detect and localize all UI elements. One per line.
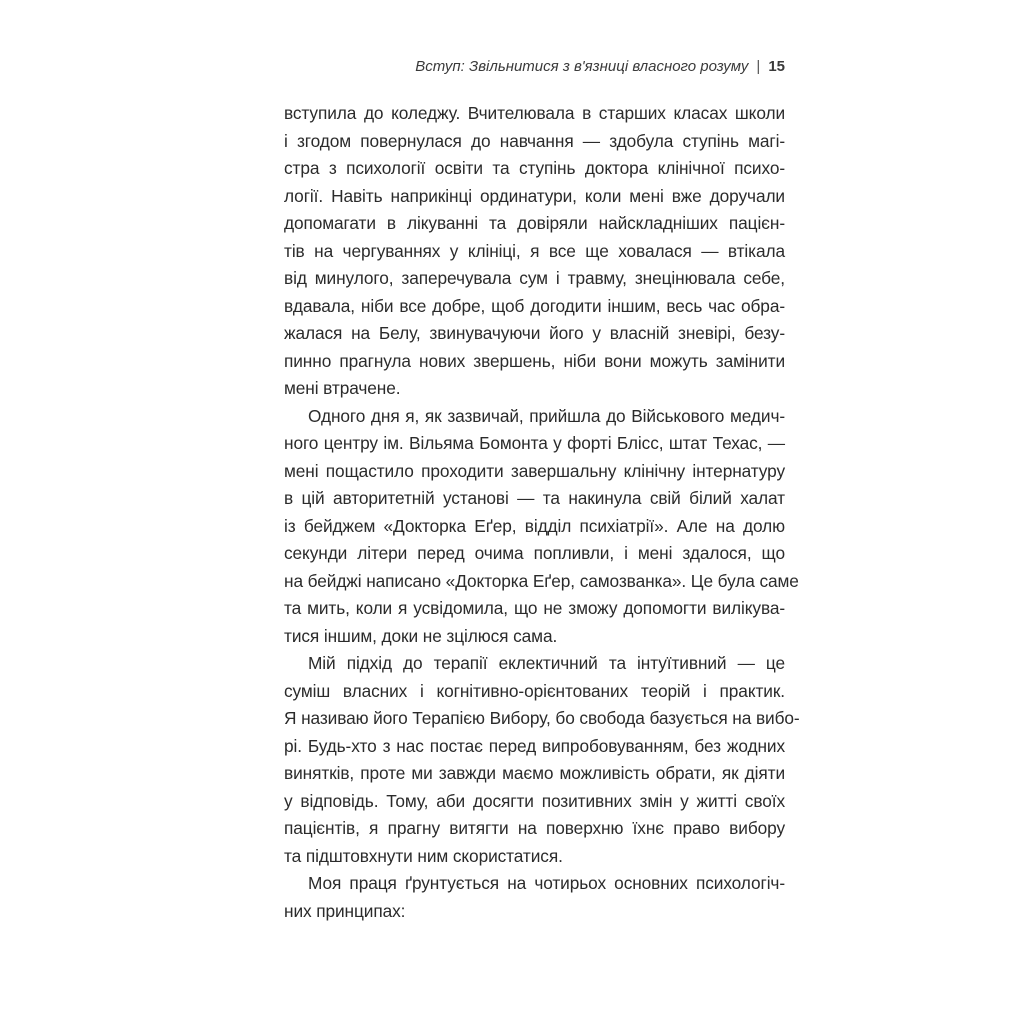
running-header	[415, 58, 785, 75]
text-line: від минулого, заперечувала сум і травму, знецінювала себе,	[284, 268, 785, 288]
text-line: мені втрачене.	[284, 378, 401, 398]
text-line: вдавала, ніби все добре, щоб догодити іншим, весь час обра-	[284, 295, 785, 316]
text-line: допомагати в лікуванні та довіряли найскладніших пацієн-	[284, 213, 785, 233]
text-line: логії. Навіть наприкінці ординатури, коли мені вже доручали	[284, 185, 785, 206]
page-number: 15	[768, 58, 785, 75]
text-line: із бейджем «Докторка Еґер, відділ психіатрії». Але на долю	[284, 515, 785, 536]
text-line: ного центру ім. Вільяма Бомонта у форті Блісс, штат Техас, —	[284, 433, 785, 453]
text-line: суміш власних і когнітивно-орієнтованих теорій і практик.	[284, 680, 785, 701]
text-line: у відповідь. Тому, аби досягти позитивних змін у житті своїх	[284, 790, 785, 811]
text-line: винятків, проте ми завжди маємо можливість обрати, як діяти	[284, 763, 785, 783]
text-line: тів на чергуваннях у клініці, я все ще ховалася — втікала	[284, 240, 785, 261]
text-line: тися іншим, доки не зцілюся сама.	[284, 625, 558, 646]
text-line: та мить, коли я усвідомила, що не зможу допомогти вилікува-	[284, 598, 785, 618]
body-text	[284, 100, 800, 925]
text-line: Я називаю його Терапією Вибору, бо свобода базується на вибо-	[284, 708, 800, 728]
text-line: та підштовхнути ним скористатися.	[284, 845, 563, 866]
text-line: Мій підхід до терапії еклектичний та інтуїтивний — це	[308, 653, 785, 673]
text-line: рі. Будь-хто з нас постає перед випробовуванням, без жодних	[284, 735, 785, 756]
text-line: Моя праця ґрунтується на чотирьох основних психологіч-	[308, 873, 785, 893]
text-line: секунди літери перед очима попливли, і мені здалося, що	[284, 543, 785, 563]
text-line: в цій авторитетній установі — та накинула свій білий халат	[284, 488, 785, 508]
text-line: пинно прагнула нових звершень, ніби вони можуть замінити	[284, 350, 785, 371]
text-line: на бейджі написано «Докторка Еґер, самозванка». Це була саме	[284, 570, 799, 591]
header-separator: |	[756, 58, 761, 75]
text-line: і згодом повернулася до навчання — здобула ступінь магі-	[284, 130, 785, 151]
text-line: стра з психології освіти та ступінь доктора клінічної психо-	[284, 158, 785, 178]
text-line: них принципах:	[284, 900, 406, 921]
chapter-title: Вступ: Звільнитися з в'язниці власного розуму	[415, 58, 749, 75]
text-line: пацієнтів, я прагну витягти на поверхню їхнє право вибору	[284, 818, 785, 838]
text-line: Одного дня я, як зазвичай, прийшла до Військового медич-	[308, 405, 785, 426]
text-line: вступила до коледжу. Вчителювала в старших класах школи	[284, 103, 785, 123]
text-line: мені пощастило проходити завершальну клінічну інтернатуру	[284, 460, 785, 481]
text-line: жалася на Белу, звинувачуючи його у власній зневірі, безу-	[284, 323, 785, 343]
